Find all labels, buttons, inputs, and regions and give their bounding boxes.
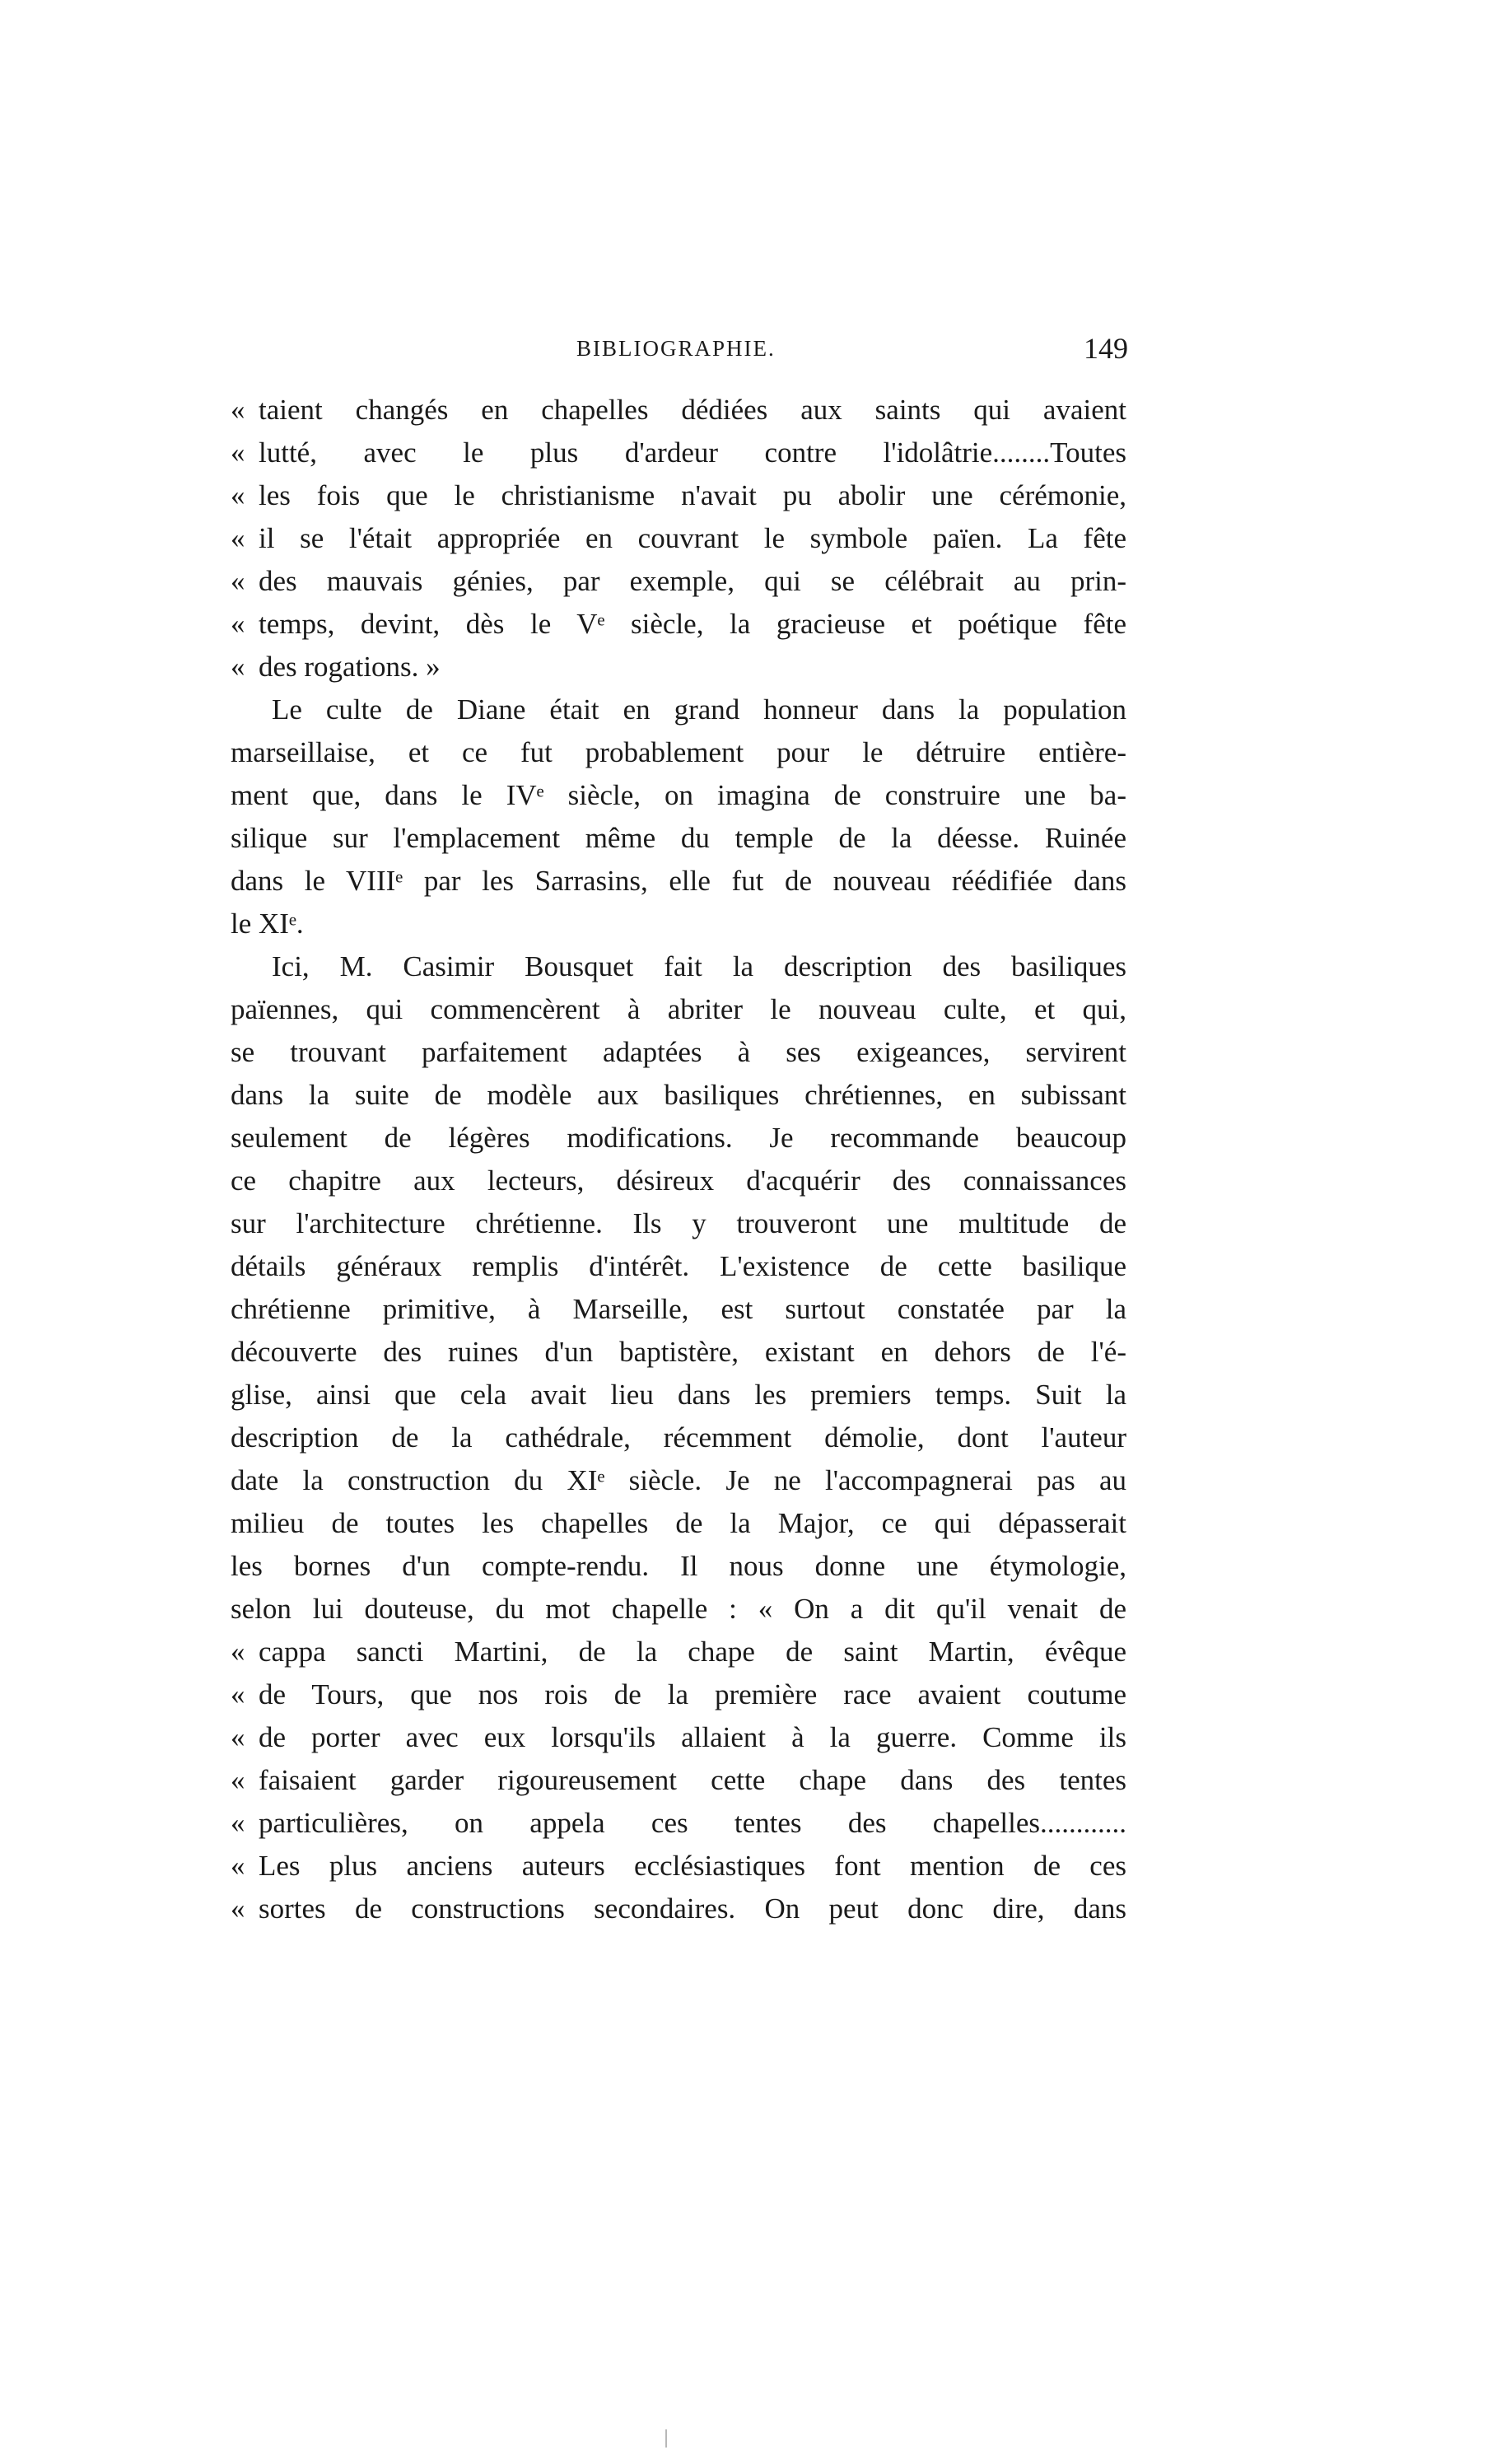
line-text: les fois que le christianisme n'avait pu abolir une cérémonie, [259,479,1126,511]
text-line [231,731,1126,774]
text-line [231,517,1126,560]
page-header [576,332,1128,369]
text-line [231,1802,1126,1845]
text-line [231,817,1126,860]
line-text: Les plus anciens auteurs ecclésiastiques font mention de ces [259,1850,1126,1882]
text-line [231,1588,1126,1631]
line-text: temps, devint, dès le Vᵉ siècle, la gracieuse et poétique fête [259,608,1126,640]
quote-mark: « [231,479,245,511]
line-text: silique sur l'emplacement même du temple de la déesse. Ruinée [231,822,1126,854]
text-line [231,860,1126,903]
line-text: païennes, qui commencèrent à abriter le nouveau culte, et qui, [231,993,1126,1025]
line-text: lutté, avec le plus d'ardeur contre l'idolâtrie........Toutes [259,436,1126,469]
quote-mark: « [231,1636,245,1668]
line-text: description de la cathédrale, récemment démolie, dont l'auteur [231,1421,1126,1454]
line-text: de Tours, que nos rois de la première race avaient coutume [259,1678,1126,1710]
text-line [231,1716,1126,1759]
line-text: glise, ainsi que cela avait lieu dans les premiers temps. Suit la [231,1379,1126,1411]
text-line [231,903,1126,945]
line-text: il se l'était appropriée en couvrant le symbole païen. La fête [259,522,1126,554]
text-line [231,1117,1126,1160]
text-line [231,1288,1126,1331]
text-line [231,560,1126,603]
line-text: les bornes d'un compte-rendu. Il nous donne une étymologie, [231,1550,1126,1582]
page-number: 149 [1084,332,1128,365]
text-line [231,774,1126,817]
quote-mark: « [231,651,245,683]
line-text: cappa sancti Martini, de la chape de saint Martin, évêque [259,1636,1126,1668]
line-text: date la construction du XIᵉ siècle. Je ne l'accompagnerai pas au [231,1464,1126,1496]
scan-mark [665,2429,670,2448]
text-line [231,1245,1126,1288]
text-line [231,1374,1126,1416]
line-text: sortes de constructions secondaires. On peut donc dire, dans [259,1892,1126,1925]
text-line [231,1845,1126,1888]
text-line [231,432,1126,474]
line-text: particulières, on appela ces tentes des chapelles............ [259,1807,1126,1839]
text-line [231,945,1126,988]
line-text: dans la suite de modèle aux basiliques chrétiennes, en subissant [231,1079,1126,1111]
quote-mark: « [231,1678,245,1710]
quote-mark: « [231,436,245,469]
line-text: de porter avec eux lorsqu'ils allaient à la guerre. Comme ils [259,1721,1126,1753]
text-line [231,603,1126,646]
quote-mark: « [231,565,245,597]
line-text: dans le VIIIᵉ par les Sarrasins, elle fut de nouveau réédifiée dans [231,865,1126,897]
text-line [231,1416,1126,1459]
quote-mark: « [231,1807,245,1839]
text-line [231,1502,1126,1545]
text-line [231,1545,1126,1588]
line-text: ce chapitre aux lecteurs, désireux d'acquérir des connaissances [231,1164,1126,1197]
text-line [231,988,1126,1031]
line-text: marseillaise, et ce fut probablement pour le détruire entière- [231,736,1126,768]
text-line [231,646,1126,688]
text-line [231,1074,1126,1117]
text-line [231,474,1126,517]
line-text: Ici, M. Casimir Bousquet fait la description des basiliques [272,950,1126,982]
line-text: sur l'architecture chrétienne. Ils y trouveront une multitude de [231,1207,1126,1239]
text-line [231,1888,1126,1930]
text-line [231,1459,1126,1502]
line-text: des mauvais génies, par exemple, qui se célébrait au prin- [259,565,1126,597]
text-line [231,1160,1126,1202]
quote-mark: « [231,1764,245,1796]
line-text: milieu de toutes les chapelles de la Major, ce qui dépasserait [231,1507,1126,1539]
body-text [231,389,1126,1930]
text-line [231,1202,1126,1245]
quote-mark: « [231,1721,245,1753]
line-text: selon lui douteuse, du mot chapelle : « On a dit qu'il venait de [231,1593,1126,1625]
quote-mark: « [231,394,245,426]
text-line [231,1759,1126,1802]
line-text: Le culte de Diane était en grand honneur dans la population [272,693,1126,726]
line-text: se trouvant parfaitement adaptées à ses exigeances, servirent [231,1036,1126,1068]
line-text: détails généraux remplis d'intérêt. L'existence de cette basilique [231,1250,1126,1282]
text-line [231,1331,1126,1374]
quote-mark: « [231,608,245,640]
quote-mark: « [231,522,245,554]
line-text: ment que, dans le IVᵉ siècle, on imagina de construire une ba- [231,779,1126,811]
quote-mark: « [231,1850,245,1882]
line-text: découverte des ruines d'un baptistère, existant en dehors de l'é- [231,1336,1126,1368]
line-text: seulement de légères modifications. Je recommande beaucoup [231,1122,1126,1154]
text-line [231,1673,1126,1716]
line-text: le XIᵉ. [231,908,304,940]
line-text: des rogations. » [259,651,441,683]
running-head: BIBLIOGRAPHIE. [576,336,776,361]
line-text: taient changés en chapelles dédiées aux saints qui avaient [259,394,1126,426]
text-line [231,1031,1126,1074]
text-line [231,1631,1126,1673]
text-line [231,389,1126,432]
line-text: faisaient garder rigoureusement cette chape dans des tentes [259,1764,1126,1796]
line-text: chrétienne primitive, à Marseille, est surtout constatée par la [231,1293,1126,1325]
text-line [231,688,1126,731]
quote-mark: « [231,1892,245,1925]
